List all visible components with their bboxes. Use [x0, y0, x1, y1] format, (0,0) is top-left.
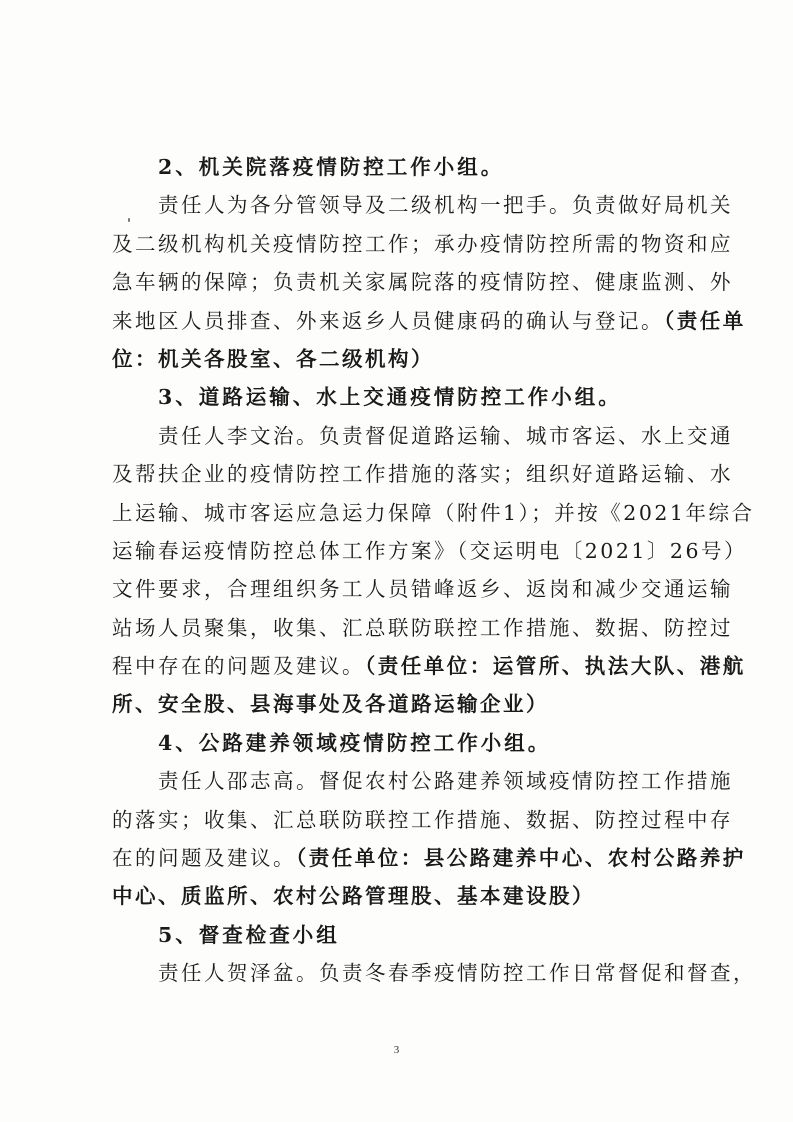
- responsible-unit-text: （责任单位：运管所、执法大队、港航: [365, 654, 746, 679]
- section-heading-5: 5、督查检查小组: [158, 922, 340, 947]
- paragraph-line: 责任人李文治。负责督促道路运输、城市客运、水上交通: [158, 423, 733, 448]
- paragraph-line: [112, 302, 746, 340]
- section-heading-3: 3、道路运输、水上交通疫情防控工作小组。: [158, 385, 622, 410]
- paragraph-line: 的落实；收集、汇总联防联控工作措施、数据、防控过程中存: [112, 807, 733, 832]
- paragraph-line: 及二级机构机关疫情防控工作；承办疫情防控所需的物资和应: [112, 231, 733, 256]
- paragraph-line: 运输春运疫情防控总体工作方案》（交运明电〔2021〕26号）: [112, 538, 748, 563]
- section-heading-2: 2、机关院落疫情防控工作小组。: [158, 155, 505, 179]
- section-heading-4: 4、公路建养领域疫情防控工作小组。: [158, 730, 552, 755]
- paragraph-line: 站场人员聚集，收集、汇总联防联控工作措施、数据、防控过: [112, 615, 733, 640]
- paragraph-text: 在的问题及建议。: [112, 846, 296, 871]
- responsible-unit-line: 中心、质监所、农村公路管理股、基本建设股）: [112, 884, 595, 909]
- paragraph-line: 责任人邵志高。督促农村公路建养领域疫情防控工作措施: [158, 769, 733, 794]
- paragraph-line: [112, 839, 746, 877]
- responsible-unit-text: （责任单位：县公路建养中心、农村公路养护: [296, 846, 746, 871]
- responsible-unit-line: 所、安全股、县海事处及各道路运输企业）: [112, 692, 549, 717]
- document-body: [112, 148, 756, 993]
- paragraph-line: [112, 647, 746, 685]
- paragraph-line: 责任人贺泽盆。负责冬春季疫情防控工作日常督促和督查，: [158, 961, 756, 986]
- paragraph-line: 责任人为各分管领导及二级机构一把手。负责做好局机关: [158, 193, 733, 218]
- page-number: 3: [393, 1044, 400, 1056]
- paragraph-line: 上运输、城市客运应急运力保障（附件1）；并按《2021年综合: [112, 500, 755, 525]
- paragraph-text: 来地区人员排查、外来返乡人员健康码的确认与登记。: [112, 308, 664, 333]
- paragraph-line: 急车辆的保障；负责机关家属院落的疫情防控、健康监测、外: [112, 270, 733, 295]
- responsible-unit-text: （责任单: [664, 308, 746, 333]
- paragraph-line: 及帮扶企业的疫情防控工作措施的落实；组织好道路运输、水: [112, 462, 733, 487]
- responsible-unit-line: 位：机关各股室、各二级机构）: [112, 346, 434, 371]
- paragraph-line: 文件要求，合理组织务工人员错峰返乡、返岗和减少交通运输: [112, 577, 733, 602]
- paragraph-text: 程中存在的问题及建议。: [112, 654, 365, 679]
